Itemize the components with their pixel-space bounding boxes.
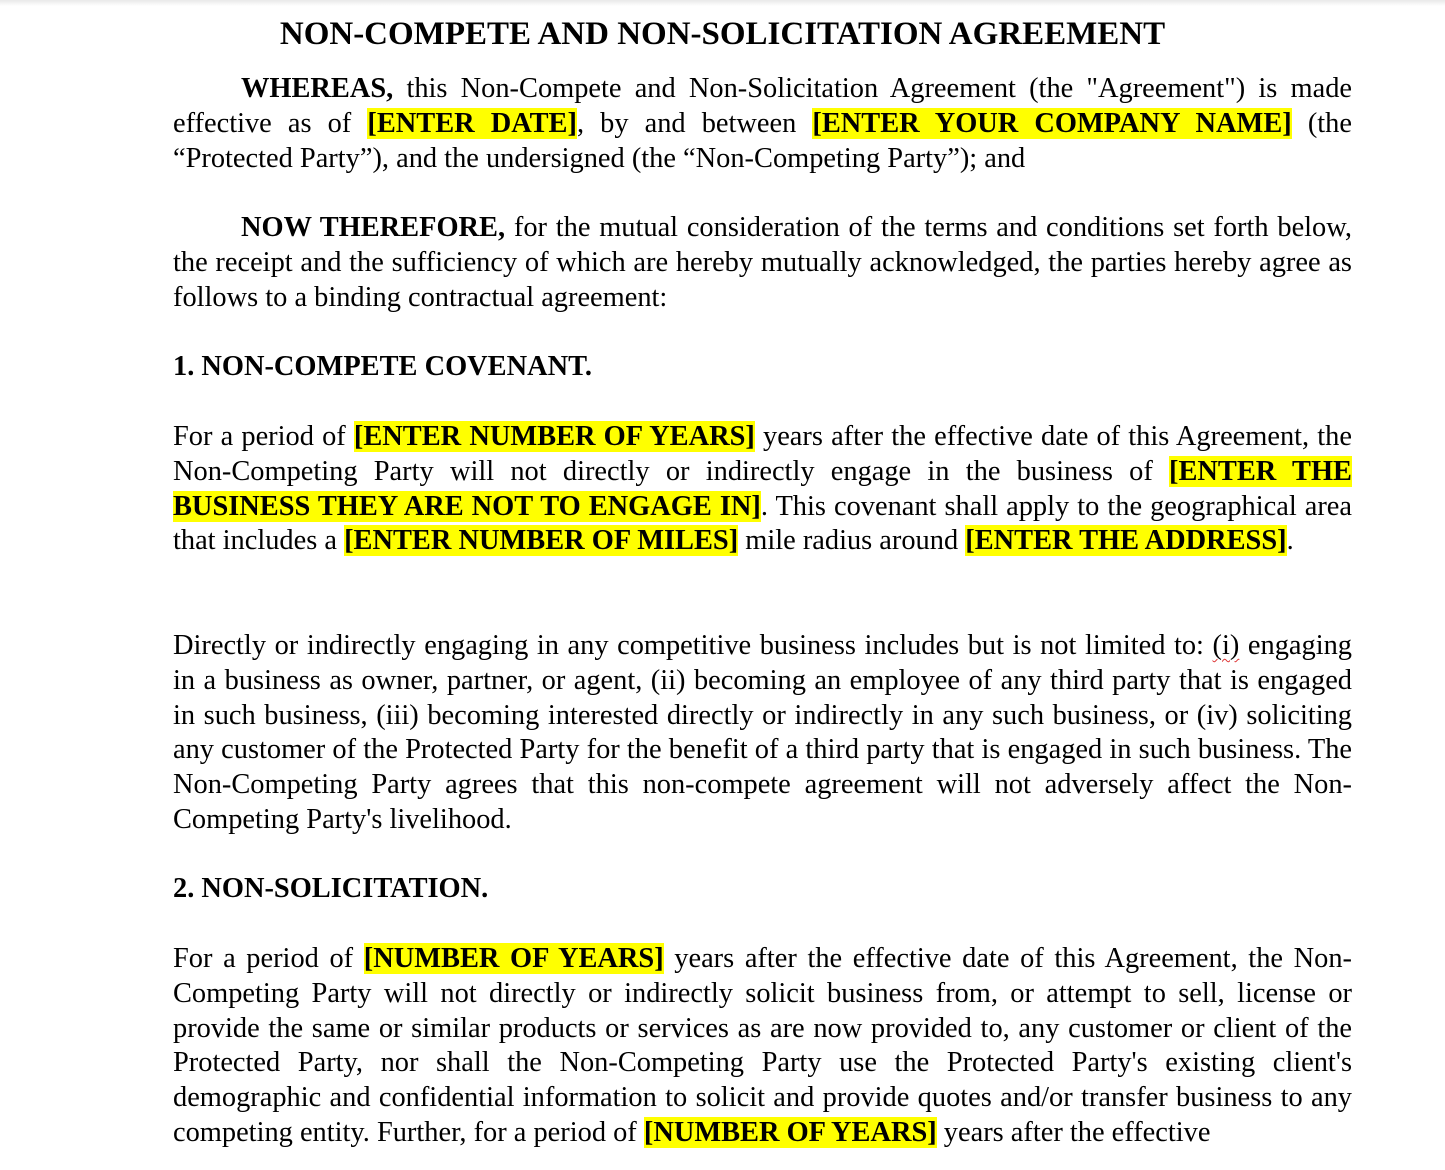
now-therefore-text: for the mutual consideration of the terms and conditions set forth below, the receipt and the sufficiency of which are hereby mutually acknowledged, the parties hereby agree as follows to a binding contractual agreement: (173, 212, 1353, 313)
competitive-business-paragraph (173, 629, 1352, 838)
whereas-text-2: , by and between (576, 107, 813, 139)
address-field[interactable]: [ENTER THE ADDRESS] (965, 525, 1287, 557)
non-solicitation-paragraph (173, 942, 1352, 1151)
section-2-heading: 2. NON-SOLICITATION. (173, 873, 489, 904)
whereas-text-1: this Non-Compete and Non-Solicitation Agreement (the "Agreement") is made effective as of (173, 73, 1352, 139)
nc-text-1: For a period of (173, 421, 354, 452)
page-top-edge (0, 0, 1445, 6)
whereas-lead: WHEREAS, (241, 73, 394, 104)
business-field[interactable]: [ENTER THE BUSINESS THEY ARE NOT TO ENGAGE IN] (173, 455, 1352, 522)
nc-text-3: . This covenant shall apply to the geographical area that includes a (173, 490, 1352, 557)
cb-text-2: engaging in a business as owner, partner, or agent, (ii) becoming an employee of any third party that is engaged in such business, (iii) becoming interested directly or indirectly in any such business, or (iv) soliciting any customer of the Protected Party for the benefit of a third party that is engaged in such business. The Non-Competing Party agrees that this non-compete agreement will not adversely affect the Non-Competing Party's livelihood. (173, 630, 1352, 835)
cb-text-1: Directly or indirectly engaging in any competitive business includes but is not limited to: (173, 630, 1213, 661)
company-name-field[interactable]: [ENTER YOUR COMPANY NAME] (812, 107, 1292, 139)
whereas-text-3: (the “Protected Party”), and the undersigned (the “Non-Competing Party”); and (173, 107, 1352, 174)
ns-text-1: For a period of (173, 943, 364, 974)
document-title: NON-COMPETE AND NON-SOLICITATION AGREEMENT (279, 16, 1166, 52)
section-1-heading: 1. NON-COMPETE COVENANT. (173, 351, 593, 382)
whereas-paragraph (173, 72, 1352, 176)
ns-years-field-1[interactable]: [NUMBER OF YEARS] (363, 943, 664, 974)
now-therefore-lead: NOW THEREFORE, (241, 212, 506, 243)
nc-text-4: mile radius around (738, 525, 966, 557)
nc-text-5: . (1286, 525, 1294, 557)
ns-years-field-2[interactable]: [NUMBER OF YEARS] (643, 1116, 937, 1148)
nc-text-2: years after the effective date of this Agreement, the Non-Competing Party will not directly or indirectly engage in the business of (173, 421, 1352, 487)
years-field[interactable]: [ENTER NUMBER OF YEARS] (353, 421, 755, 452)
ns-text-3: years after the effective (936, 1116, 1211, 1148)
spellcheck-flagged-text: (i) (1212, 630, 1240, 661)
non-compete-paragraph (173, 420, 1352, 559)
now-therefore-paragraph (173, 211, 1352, 315)
miles-field[interactable]: [ENTER NUMBER OF MILES] (344, 525, 739, 557)
ns-text-2: years after the effective date of this Agreement, the Non-Competing Party will not directly or indirectly solicit business from, or attempt to sell, license or provide the same or similar products or services as are now provided to, any customer or client of the Protected Party, nor shall the Non-Competing Party use the Protected Party's existing client's demographic and confidential information to solicit and provide quotes and/or transfer business to any competing entity. Further, for a period of (173, 943, 1352, 1148)
date-field[interactable]: [ENTER DATE] (367, 107, 577, 139)
